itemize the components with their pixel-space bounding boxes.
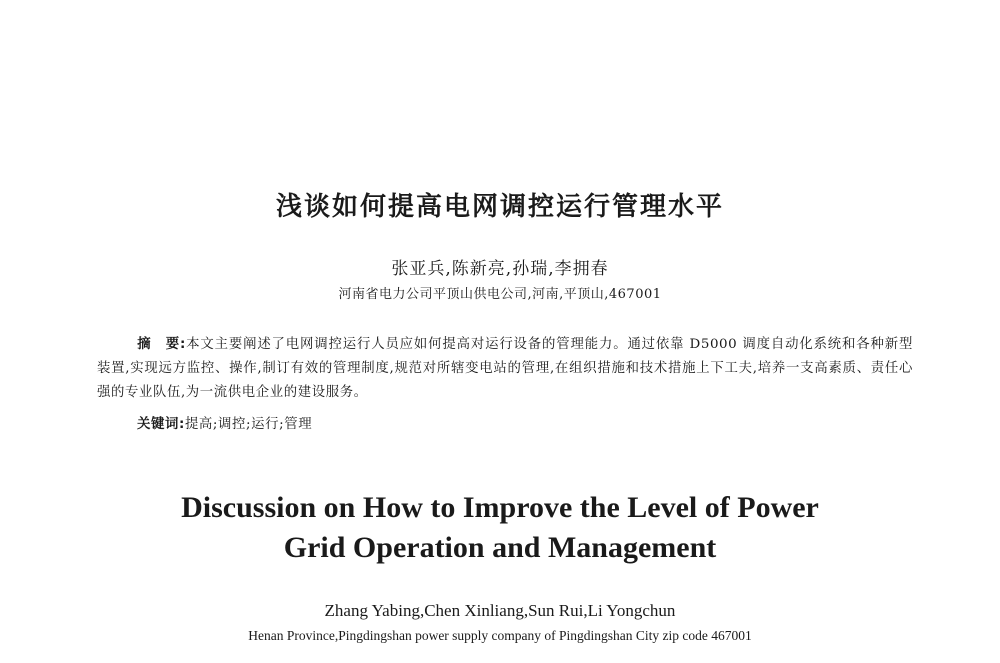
- english-title-line1: Discussion on How to Improve the Level of Power: [181, 491, 819, 524]
- english-affiliation: Henan Province,Pingdingshan power supply company of Pingdingshan City zip code 467001: [248, 628, 752, 643]
- keywords-label: 关键词:: [137, 417, 185, 432]
- abstract-label: 摘 要:: [137, 337, 186, 352]
- chinese-affiliation: 河南省电力公司平顶山供电公司,河南,平顶山,467001: [338, 287, 662, 302]
- keywords-text: 提高;调控;运行;管理: [184, 417, 313, 432]
- chinese-abstract: [97, 333, 913, 405]
- english-title-line2: Grid Operation and Management: [283, 531, 717, 564]
- chinese-keywords: [137, 413, 312, 432]
- abstract-text: 本文主要阐述了电网调控运行人员应如何提高对运行设备的管理能力。通过依靠 D5000 调度自动化系统和各种新型装置,实现远方监控、操作,制订有效的管理制度,规范对所辖变电站的管理,在组织措施和技术措施上下工夫,培养一支高素质、责任心强的专业队伍,为一流供电企业的建设服务。: [97, 337, 913, 400]
- english-title: [0, 488, 1000, 568]
- chinese-title: 浅谈如何提高电网调控运行管理水平: [275, 192, 724, 222]
- chinese-authors: 张亚兵,陈新亮,孙瑞,李拥春: [391, 259, 609, 279]
- english-authors: Zhang Yabing,Chen Xinliang,Sun Rui,Li Yongchun: [324, 601, 676, 620]
